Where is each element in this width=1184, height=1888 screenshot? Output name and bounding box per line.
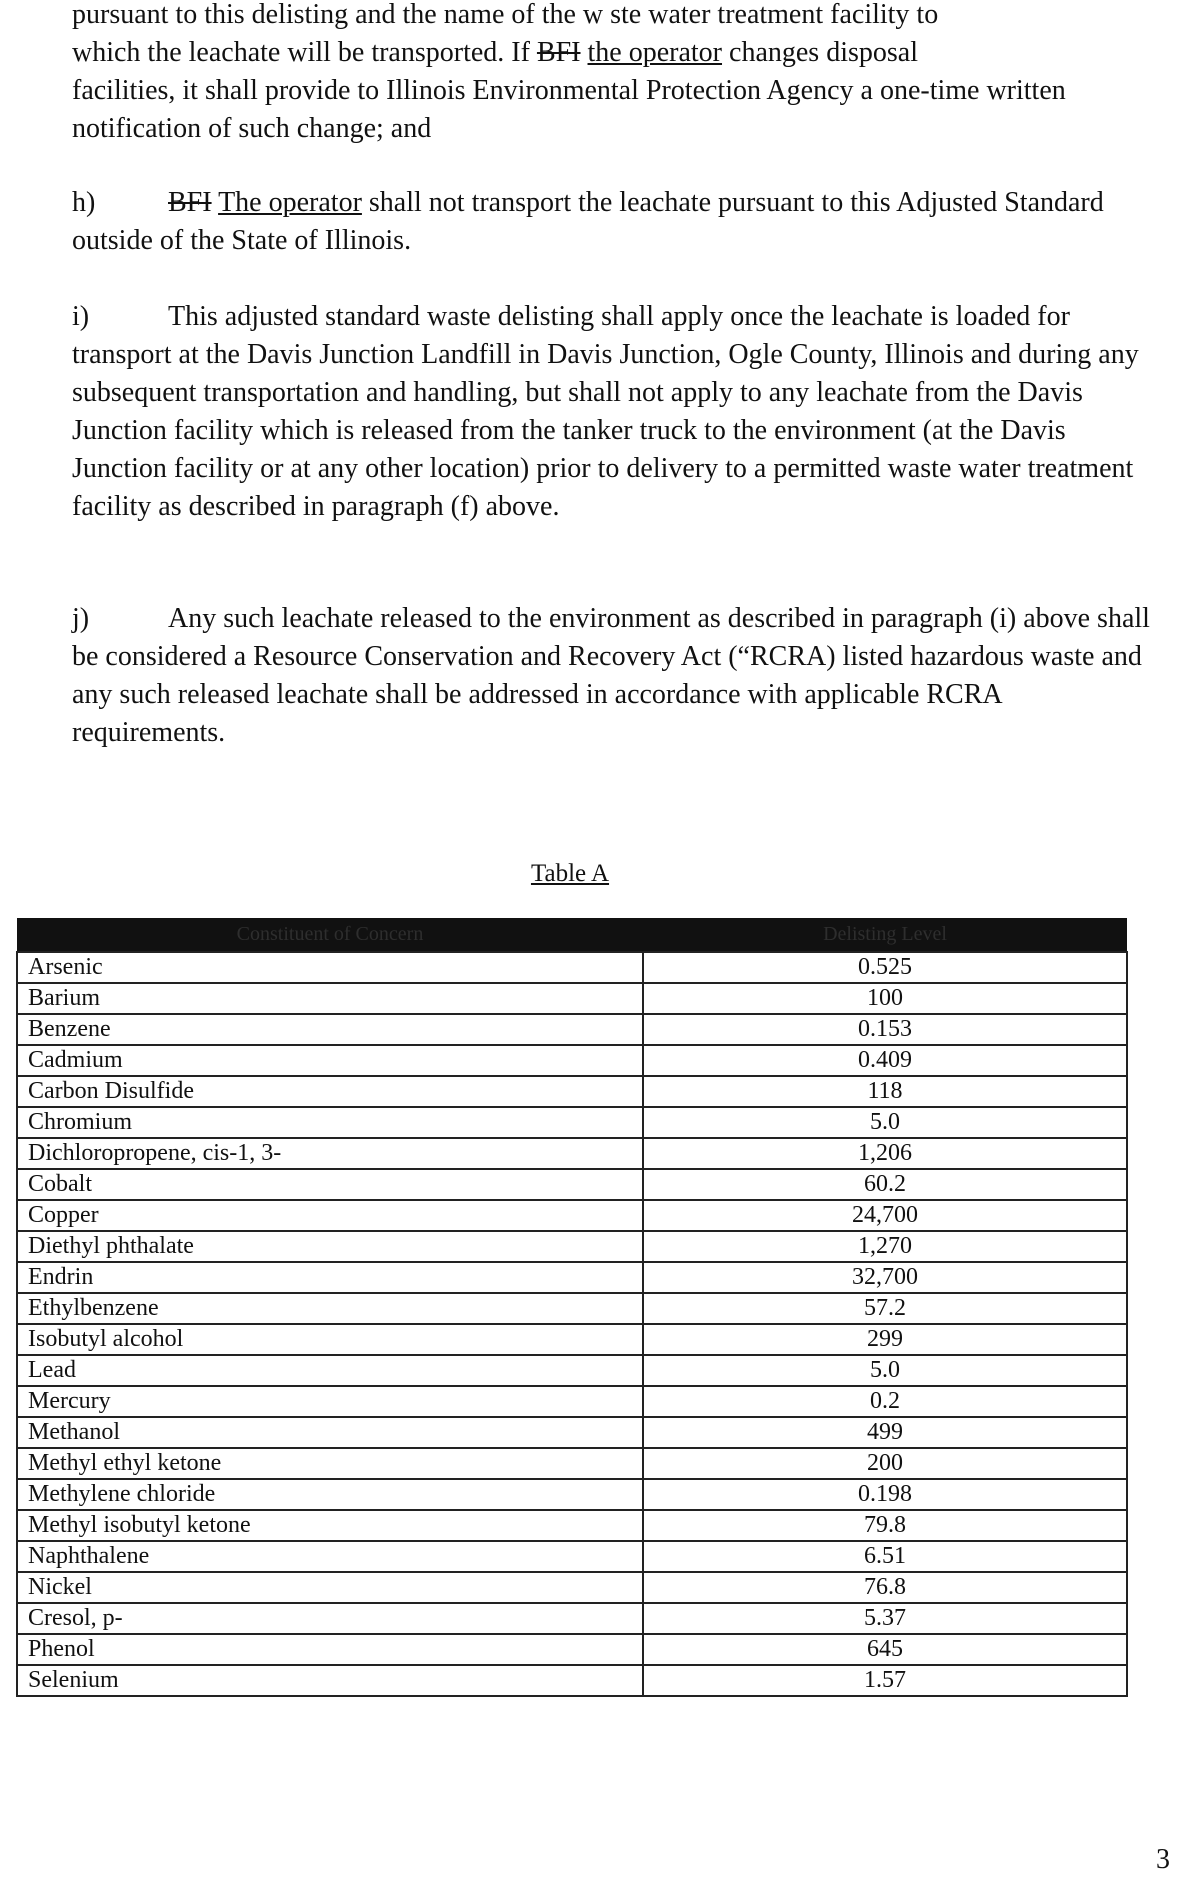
constituent-name: Copper bbox=[17, 1200, 643, 1231]
table-row bbox=[17, 1200, 1127, 1231]
table-row bbox=[17, 1541, 1127, 1572]
underlined-text: the operator bbox=[587, 37, 723, 68]
delisting-level: 60.2 bbox=[643, 1169, 1127, 1200]
constituent-name: Cobalt bbox=[17, 1169, 643, 1200]
delisting-level: 5.0 bbox=[643, 1355, 1127, 1386]
table-row bbox=[17, 1293, 1127, 1324]
paragraph-j bbox=[72, 600, 1152, 752]
delisting-level: 1,270 bbox=[643, 1231, 1127, 1262]
delisting-level: 79.8 bbox=[643, 1510, 1127, 1541]
constituent-name: Endrin bbox=[17, 1262, 643, 1293]
delisting-level: 1.57 bbox=[643, 1665, 1127, 1696]
table-row bbox=[17, 1107, 1127, 1138]
constituent-name: Mercury bbox=[17, 1386, 643, 1417]
table-row bbox=[17, 1076, 1127, 1107]
delisting-level: 5.37 bbox=[643, 1603, 1127, 1634]
constituent-name: Arsenic bbox=[17, 952, 643, 983]
constituent-name: Diethyl phthalate bbox=[17, 1231, 643, 1262]
constituent-name: Barium bbox=[17, 983, 643, 1014]
delisting-level: 24,700 bbox=[643, 1200, 1127, 1231]
constituent-name: Carbon Disulfide bbox=[17, 1076, 643, 1107]
delisting-level: 6.51 bbox=[643, 1541, 1127, 1572]
delisting-level: 0.198 bbox=[643, 1479, 1127, 1510]
table-row bbox=[17, 1138, 1127, 1169]
delisting-level: 32,700 bbox=[643, 1262, 1127, 1293]
delisting-level: 1,206 bbox=[643, 1138, 1127, 1169]
delisting-level: 76.8 bbox=[643, 1572, 1127, 1603]
table-row bbox=[17, 1355, 1127, 1386]
constituent-name: Chromium bbox=[17, 1107, 643, 1138]
delisting-table bbox=[16, 918, 1128, 1697]
table-row bbox=[17, 952, 1127, 983]
delisting-level: 645 bbox=[643, 1634, 1127, 1665]
constituent-name: Lead bbox=[17, 1355, 643, 1386]
constituent-name: Phenol bbox=[17, 1634, 643, 1665]
constituent-name: Methanol bbox=[17, 1417, 643, 1448]
table-row bbox=[17, 1634, 1127, 1665]
table-header-row bbox=[17, 918, 1127, 952]
header-level: Delisting Level bbox=[643, 918, 1127, 952]
table-row bbox=[17, 1324, 1127, 1355]
constituent-name: Naphthalene bbox=[17, 1541, 643, 1572]
paragraph-line: pursuant to this delisting and the name of the w ste water treatment facility to bbox=[72, 0, 939, 30]
constituent-name: Selenium bbox=[17, 1665, 643, 1696]
paragraph-marker: h) bbox=[72, 187, 96, 218]
header-constituent: Constituent of Concern bbox=[17, 918, 643, 952]
table-row bbox=[17, 1262, 1127, 1293]
table-row bbox=[17, 1386, 1127, 1417]
constituent-name: Methyl ethyl ketone bbox=[17, 1448, 643, 1479]
delisting-level: 200 bbox=[643, 1448, 1127, 1479]
delisting-level: 0.525 bbox=[643, 952, 1127, 983]
delisting-level: 5.0 bbox=[643, 1107, 1127, 1138]
paragraph-text: shall not transport the leachate pursuant to this Adjusted Standard outside of the State of Illinois. bbox=[72, 187, 1104, 256]
constituent-name: Isobutyl alcohol bbox=[17, 1324, 643, 1355]
table-title: Table A bbox=[530, 860, 610, 887]
constituent-name: Methylene chloride bbox=[17, 1479, 643, 1510]
table-body bbox=[17, 952, 1127, 1696]
paragraph-i bbox=[72, 298, 1152, 526]
underlined-text: The operator bbox=[218, 187, 362, 218]
constituent-name: Methyl isobutyl ketone bbox=[17, 1510, 643, 1541]
page-number: 3 bbox=[1156, 1844, 1170, 1875]
space bbox=[581, 37, 588, 68]
delisting-level: 499 bbox=[643, 1417, 1127, 1448]
constituent-name: Ethylbenzene bbox=[17, 1293, 643, 1324]
paragraph-continuation bbox=[72, 0, 1152, 148]
constituent-name: Cresol, p- bbox=[17, 1603, 643, 1634]
table-row bbox=[17, 1417, 1127, 1448]
paragraph-text: changes disposal bbox=[722, 37, 918, 68]
delisting-level: 0.153 bbox=[643, 1014, 1127, 1045]
table-row bbox=[17, 1045, 1127, 1076]
table-row bbox=[17, 1665, 1127, 1696]
paragraph-text: which the leachate will be transported. If bbox=[72, 37, 537, 68]
table-row bbox=[17, 1572, 1127, 1603]
constituent-name: Dichloropropene, cis-1, 3- bbox=[17, 1138, 643, 1169]
paragraph-marker: i) bbox=[72, 301, 90, 332]
paragraph-h bbox=[72, 184, 1152, 260]
delisting-level: 57.2 bbox=[643, 1293, 1127, 1324]
table-row bbox=[17, 1231, 1127, 1262]
delisting-level: 100 bbox=[643, 983, 1127, 1014]
constituent-name: Benzene bbox=[17, 1014, 643, 1045]
constituent-name: Nickel bbox=[17, 1572, 643, 1603]
constituent-name: Cadmium bbox=[17, 1045, 643, 1076]
struck-text: BFI bbox=[536, 37, 581, 68]
table-row bbox=[17, 1448, 1127, 1479]
table-row bbox=[17, 983, 1127, 1014]
table-row bbox=[17, 1169, 1127, 1200]
table-row bbox=[17, 1014, 1127, 1045]
delisting-level: 0.2 bbox=[643, 1386, 1127, 1417]
table-row bbox=[17, 1479, 1127, 1510]
table-row bbox=[17, 1510, 1127, 1541]
paragraph-text: facilities, it shall provide to Illinois Environmental Protection Agency a one-time written notification of such change; and bbox=[72, 75, 1066, 144]
delisting-level: 299 bbox=[643, 1324, 1127, 1355]
struck-text: BFI bbox=[168, 187, 212, 218]
paragraph-marker: j) bbox=[72, 603, 90, 634]
table-row bbox=[17, 1603, 1127, 1634]
paragraph-text: This adjusted standard waste delisting shall apply once the leachate is loaded for transport at the Davis Junction Landfill in Davis Junction, Ogle County, Illinois and during any subsequent transportation and handling, but shall not apply to any leachate from the Davis Junction facility which is released from the tanker truck to the environment (at the Davis Junction facility or at any other location) prior to delivery to a permitted waste water treatment facility as described in paragraph (f) above. bbox=[72, 301, 1139, 522]
delisting-level: 0.409 bbox=[643, 1045, 1127, 1076]
delisting-level: 118 bbox=[643, 1076, 1127, 1107]
paragraph-text: Any such leachate released to the environment as described in paragraph (i) above shall be considered a Resource Conservation and Recovery Act (“RCRA) listed hazardous waste and any such released leachate shall be addressed in accordance with applicable RCRA requirements. bbox=[72, 603, 1150, 748]
